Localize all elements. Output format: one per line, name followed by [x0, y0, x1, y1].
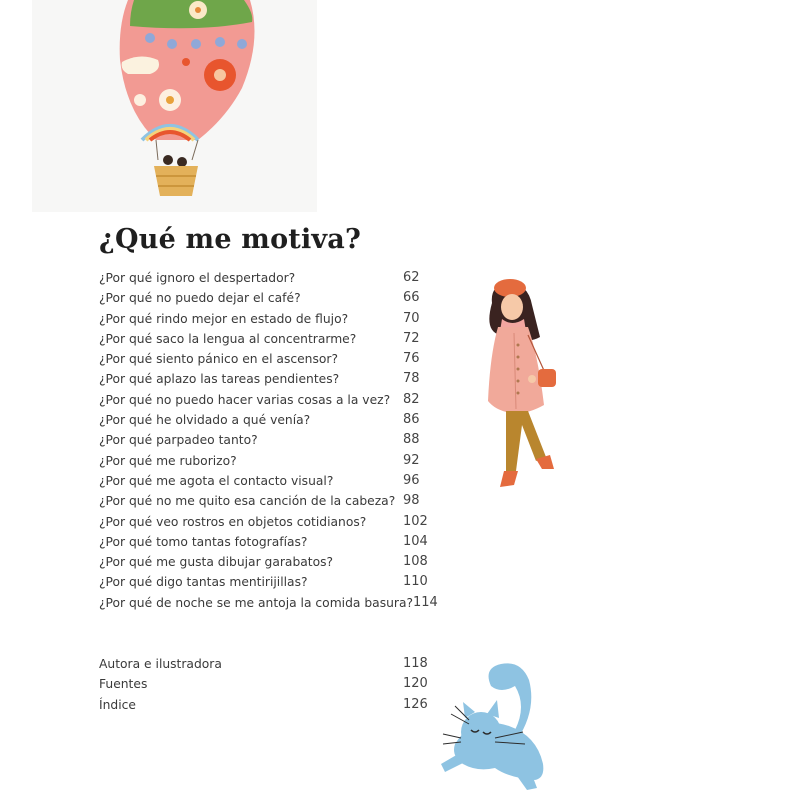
- toc-entry-title: ¿Por qué tomo tantas fotografías?: [99, 534, 308, 549]
- toc-page-number: 96: [403, 472, 420, 488]
- toc-entry-title: ¿Por qué rindo mejor en estado de flujo?: [99, 311, 349, 326]
- toc-page-number: 98: [403, 493, 420, 509]
- toc-entry[interactable]: [99, 369, 439, 389]
- toc-page-number: 88: [403, 432, 420, 448]
- toc-entry[interactable]: [99, 410, 439, 430]
- toc-page-number: 72: [403, 330, 420, 346]
- toc-page-number: 104: [403, 533, 428, 549]
- toc-page-number: 118: [403, 656, 428, 671]
- section-title: ¿Qué me motiva?: [99, 224, 362, 255]
- toc-entry-title: ¿Por qué digo tantas mentirijillas?: [99, 575, 308, 590]
- toc-page-number: 126: [403, 696, 428, 712]
- toc-entry-title: ¿Por qué siento pánico en el ascensor?: [99, 352, 338, 367]
- toc-entry[interactable]: [99, 268, 439, 288]
- toc-page-number: 70: [403, 310, 420, 326]
- toc-entry-title: Fuentes: [99, 677, 148, 692]
- toc-entry[interactable]: [99, 349, 439, 369]
- toc-entry[interactable]: [99, 512, 439, 532]
- toc-entry-title: ¿Por qué ignoro el despertador?: [99, 271, 296, 285]
- toc-entry[interactable]: [99, 532, 439, 552]
- toc-page-number: 120: [403, 676, 428, 692]
- toc-entry-title: ¿Por qué no puedo hacer varias cosas a la vez?: [99, 392, 391, 407]
- back-matter-list: [99, 654, 439, 715]
- toc-entry[interactable]: [99, 471, 439, 491]
- toc-page-number: 66: [403, 290, 420, 306]
- toc-entry-sources[interactable]: [99, 674, 439, 694]
- toc-entry-title: ¿Por qué no me quito esa canción de la cabeza?: [99, 494, 396, 509]
- toc-page-number: 78: [403, 371, 420, 387]
- toc-page-number: 86: [403, 412, 420, 428]
- toc-entry[interactable]: [99, 593, 439, 613]
- toc-entry[interactable]: [99, 572, 439, 592]
- toc-entry-title: ¿Por qué saco la lengua al concentrarme?: [99, 331, 357, 346]
- hot-air-balloon-illustration: [30, 0, 320, 215]
- toc-entry-title: ¿Por qué me ruborizo?: [99, 453, 237, 468]
- toc-entry-title: Autora e ilustradora: [99, 657, 222, 671]
- toc-entry-title: Índice: [99, 697, 136, 712]
- toc-entry[interactable]: [99, 491, 439, 511]
- toc-page-number: 102: [403, 513, 428, 529]
- toc-page-number: 114: [413, 594, 438, 610]
- toc-entry-title: ¿Por qué de noche se me antoja la comida basura?: [99, 595, 414, 610]
- table-of-contents: [99, 268, 439, 613]
- toc-entry[interactable]: [99, 430, 439, 450]
- toc-entry[interactable]: [99, 329, 439, 349]
- toc-entry-author[interactable]: [99, 654, 439, 674]
- toc-page-number: 76: [403, 351, 420, 367]
- toc-entry-title: ¿Por qué he olvidado a qué venía?: [99, 413, 311, 428]
- toc-page-number: 108: [403, 554, 428, 570]
- toc-entry-title: ¿Por qué veo rostros en objetos cotidianos?: [99, 514, 367, 529]
- toc-page-number: 110: [403, 574, 428, 590]
- toc-entry-title: ¿Por qué me gusta dibujar garabatos?: [99, 555, 334, 570]
- toc-entry[interactable]: [99, 552, 439, 572]
- toc-page-number: 62: [403, 270, 420, 285]
- toc-entry[interactable]: [99, 390, 439, 410]
- toc-entry-title: ¿Por qué parpadeo tanto?: [99, 433, 258, 448]
- toc-page-number: 82: [403, 391, 420, 407]
- toc-entry-index[interactable]: [99, 695, 439, 715]
- toc-entry[interactable]: [99, 288, 439, 308]
- woman-in-pink-coat-illustration: [470, 275, 580, 500]
- toc-entry-title: ¿Por qué aplazo las tareas pendientes?: [99, 372, 340, 387]
- toc-entry-title: ¿Por qué no puedo dejar el café?: [99, 291, 301, 306]
- toc-entry[interactable]: [99, 309, 439, 329]
- blue-cat-illustration: [425, 640, 575, 790]
- toc-page-number: 92: [403, 452, 420, 468]
- toc-entry[interactable]: [99, 451, 439, 471]
- toc-entry-title: ¿Por qué me agota el contacto visual?: [99, 473, 334, 488]
